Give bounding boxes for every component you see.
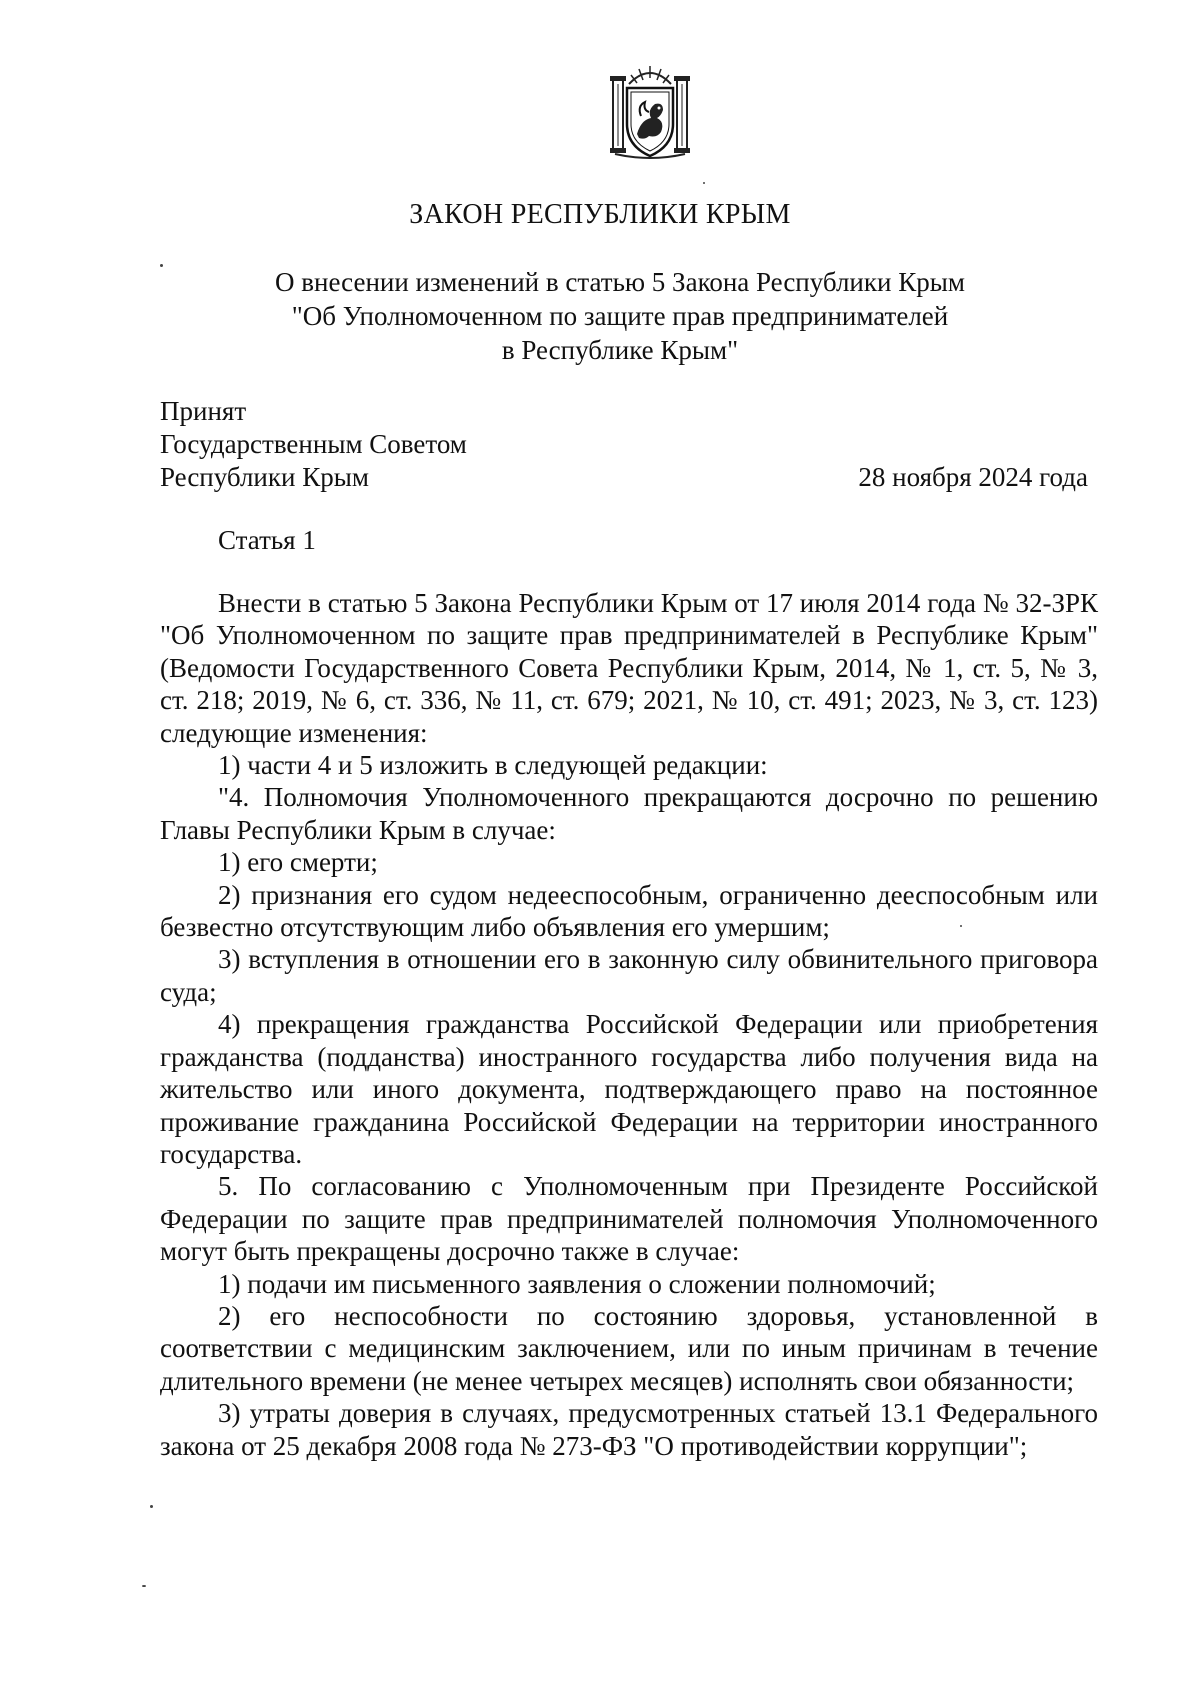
adoption-line: Республики Крым: [160, 462, 369, 492]
law-title: ЗАКОН РЕСПУБЛИКИ КРЫМ: [409, 199, 791, 230]
subtitle-line: "Об Уполномоченном по защите прав предпринимателей: [291, 301, 949, 331]
scan-speck: [150, 1505, 153, 1508]
adoption-line: Государственным Советом: [160, 429, 467, 459]
article-body: [160, 587, 1098, 1462]
scan-speck: [160, 264, 163, 267]
paragraph: 1) подачи им письменного заявления о сложении полномочий;: [218, 1268, 936, 1299]
paragraph: 1) его смерти;: [218, 847, 378, 878]
scan-speck: [703, 182, 705, 184]
paragraph: 3) вступления в отношении его в законную силу обвинительного приговора суда;: [160, 944, 1098, 1007]
paragraph: Внести в статью 5 Закона Республики Крым от 17 июля 2014 года № 32-ЗРК "Об Уполномоченном по защите прав предпринимателей в Республике Крым" (Ведомости Государственного Совета Республики Крым, 2014, № 1, ст. 5, № 3, ст. 218; 2019, № 6, ст. 336, № 11, ст. 679; 2021, № 10, ст. 491; 2023, № 3, ст. 123) следующие изменения:: [160, 588, 1098, 748]
paragraph: 2) его неспособности по состоянию здоровья, установленной в соответствии с медицинским заключением, или по иным причинам в течение длительного времени (не менее четырех месяцев) исполнять свои обязанности;: [160, 1300, 1098, 1396]
article-heading: Статья 1: [218, 525, 316, 555]
subtitle-line: О внесении изменений в статью 5 Закона Республики Крым: [275, 267, 965, 297]
paragraph: 2) признания его судом недееспособным, ограниченно дееспособным или безвестно отсутствующим либо объявления его умершим;: [160, 879, 1098, 943]
adoption-line: Принят: [160, 396, 247, 426]
crimea-coat-of-arms-icon: [607, 62, 693, 162]
law-subtitle: [200, 265, 1040, 367]
adoption-date: 28 ноября 2024 года: [858, 462, 1088, 492]
subtitle-line: в Республике Крым": [501, 335, 739, 365]
paragraph: 3) утраты доверия в случаях, предусмотренных статьей 13.1 Федерального закона от 25 декабря 2008 года № 273-ФЗ "О противодействии коррупции";: [160, 1398, 1098, 1461]
adoption-block: [160, 395, 467, 494]
paragraph: 4) прекращения гражданства Российской Федерации или приобретения гражданства (подданства) иностранного государства либо получения вида на жительство или иного документа, подтверждающего право на постоянное проживание гражданина Российской Федерации на территории иностранного государства.: [160, 1009, 1098, 1169]
paragraph: 5. По согласованию с Уполномоченным при Президенте Российской Федерации по защите прав предпринимателей полномочия Уполномоченного могут быть прекращены досрочно также в случае:: [160, 1171, 1098, 1267]
scan-speck: [142, 1585, 146, 1587]
paragraph: 1) части 4 и 5 изложить в следующей редакции:: [218, 750, 768, 781]
paragraph: "4. Полномочия Уполномоченного прекращаются досрочно по решению Главы Республики Крым в случае:: [160, 782, 1098, 845]
scan-speck: [960, 925, 962, 927]
